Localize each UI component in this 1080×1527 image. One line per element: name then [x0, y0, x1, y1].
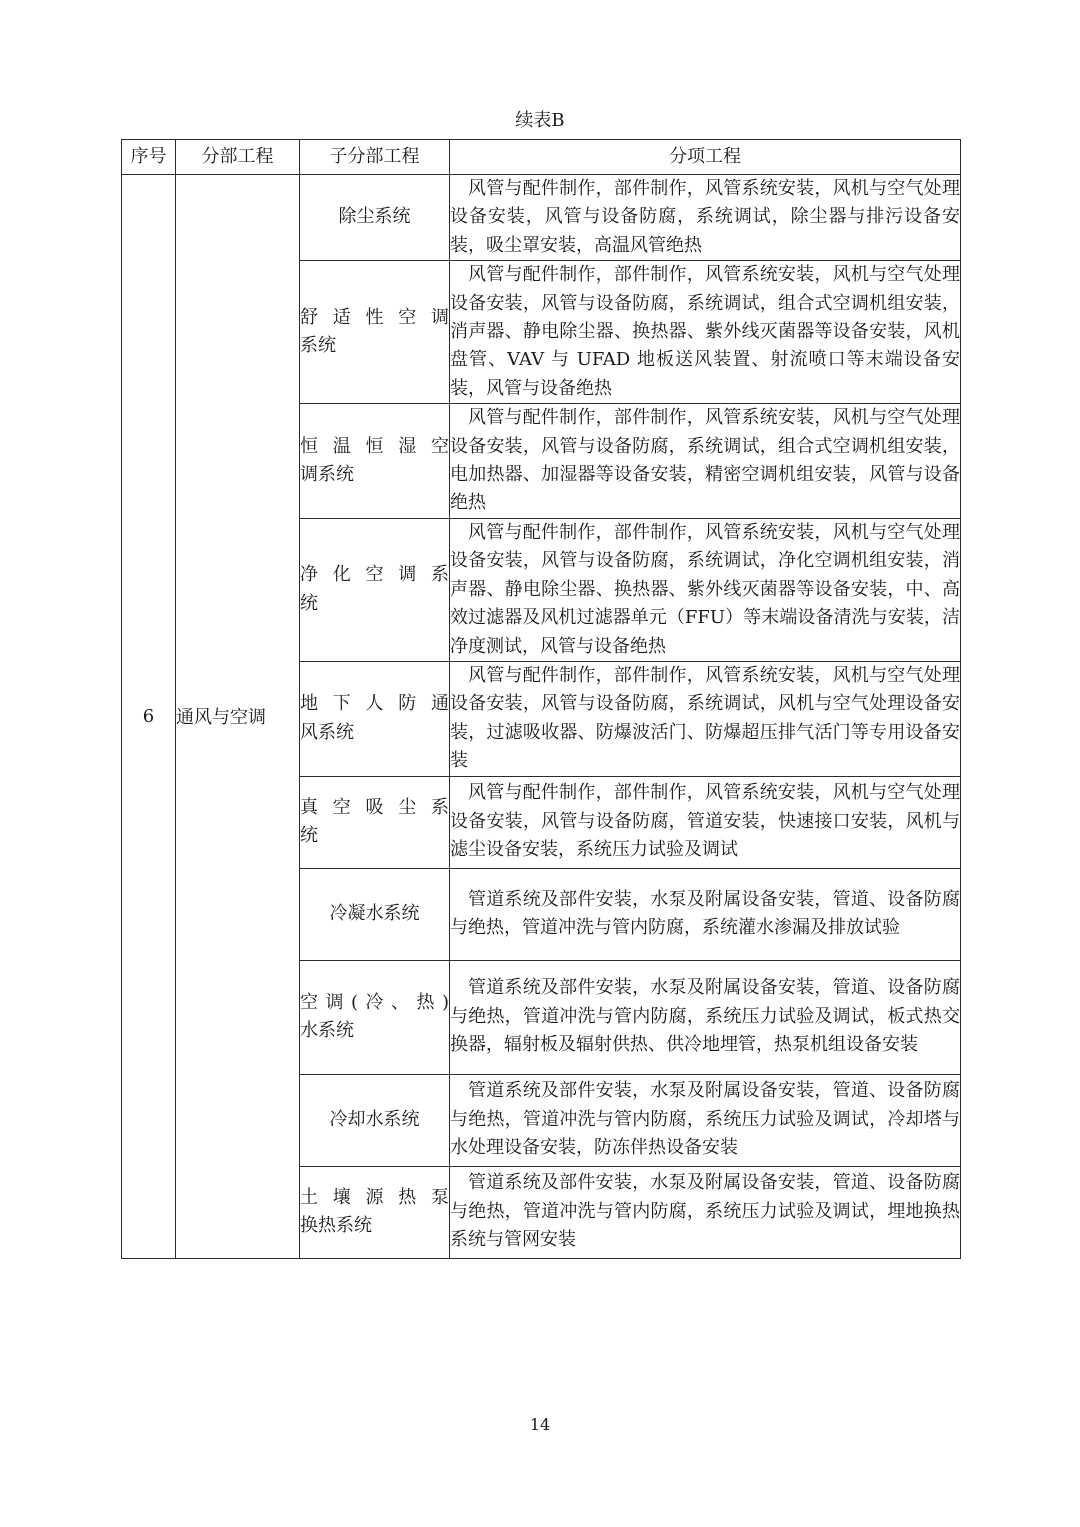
subdivision-line: 系统 [300, 335, 336, 357]
table-caption: 续表B [515, 110, 565, 131]
item-text: 管道系统及部件安装，水泵及附属设备安装，管道、设备防腐与绝热，管道冲洗与管内防腐，系统压力试验及调试，冷却塔与水处理设备安装，防冻伴热设备安装 [450, 1080, 960, 1159]
cell-item [450, 1074, 961, 1166]
item-text: 风管与配件制作，部件制作，风管系统安装，风机与空气处理设备安装，风管与设备防腐，系统调试，风机与空气处理设备安装，过滤吸收器、防爆波活门、防爆超压排气活门等专用设备安装 [450, 664, 960, 772]
subdivision-line: 风系统 [300, 721, 354, 743]
subdivision-line: 恒温恒湿空 [300, 435, 449, 457]
subdivision-line: 统 [300, 592, 318, 614]
header-division: 分部工程 [176, 140, 300, 175]
cell-item [450, 404, 961, 519]
item-text: 风管与配件制作，部件制作，风管系统安装，风机与空气处理设备安装，风管与设备防腐，系统调试，净化空调机组安装，消声器、静电除尘器、换热器、紫外线灭菌器等设备安装，中、高效过滤器及风机过滤器单元（FFU）等末端设备清洗与安装，洁净度测试，风管与设备绝热 [450, 521, 960, 657]
cell-division: 通风与空调 [176, 175, 300, 1259]
cell-item [450, 518, 961, 661]
item-text: 风管与配件制作，部件制作，风管系统安装，风机与空气处理设备安装，风管与设备防腐，系统调试，组合式空调机组安装，电加热器、加湿器等设备安装，精密空调机组安装，风管与设备绝热 [450, 407, 960, 514]
subdivision-line: 舒适性空调 [300, 306, 449, 328]
item-text: 管道系统及部件安装，水泵及附属设备安装，管道、设备防腐与绝热，管道冲洗与管内防腐，系统压力试验及调试，板式热交换器，辐射板及辐射供热、供冷地埋管，热泵机组设备安装 [450, 977, 960, 1056]
subdivision-line: 换热系统 [300, 1215, 372, 1237]
item-text: 管道系统及部件安装，水泵及附属设备安装，管道、设备防腐与绝热，管道冲洗与管内防腐，系统灌水渗漏及排放试验 [450, 888, 960, 939]
cell-serial-no: 6 [122, 175, 176, 1259]
subdivision-line: 除尘系统 [338, 206, 411, 228]
item-text: 风管与配件制作，部件制作，风管系统安装，风机与空气处理设备安装，风管与设备防腐，系统调试，除尘器与排污设备安装，吸尘罩安装，高温风管绝热 [450, 178, 960, 256]
cell-subdivision [300, 518, 450, 661]
cell-item [450, 175, 961, 261]
subdivision-line: 土壤源热泵 [300, 1186, 449, 1208]
item-text: 管道系统及部件安装，水泵及附属设备安装，管道、设备防腐与绝热，管道冲洗与管内防腐，系统压力试验及调试，埋地换热系统与管网安装 [450, 1172, 960, 1251]
cell-subdivision [300, 1166, 450, 1258]
header-subdivision: 子分部工程 [300, 140, 450, 175]
item-text: 风管与配件制作，部件制作，风管系统安装，风机与空气处理设备安装，风管与设备防腐，系统调试，组合式空调机组安装，消声器、静电除尘器、换热器、紫外线灭菌器等设备安装，风机盘管、VAV 与 UFAD 地板送风装置、射流喷口等末端设备安装，风管与设备绝热 [450, 264, 960, 399]
header-item: 分项工程 [450, 140, 961, 175]
cell-subdivision [300, 868, 450, 960]
subdivision-line: 冷凝水系统 [329, 902, 420, 924]
subdivision-line: 水系统 [300, 1020, 354, 1042]
subdivision-line: 地下人防通 [300, 693, 449, 715]
cell-subdivision [300, 776, 450, 868]
subdivision-line: 空调(冷、热) [300, 991, 449, 1013]
subdivision-line: 冷却水系统 [329, 1108, 420, 1130]
cell-subdivision [300, 661, 450, 776]
cell-item [450, 868, 961, 960]
page-number: 14 [529, 1415, 551, 1434]
work-breakdown-table [121, 139, 961, 1259]
header-no: 序号 [122, 140, 176, 175]
cell-subdivision [300, 1074, 450, 1166]
subdivision-line: 净化空调系 [300, 564, 449, 586]
cell-item [450, 261, 961, 404]
cell-subdivision [300, 261, 450, 404]
item-text: 风管与配件制作，部件制作，风管系统安装，风机与空气处理设备安装，风管与设备防腐，管道安装，快速接口安装，风机与滤尘设备安装，系统压力试验及调试 [450, 782, 960, 861]
cell-item [450, 661, 961, 776]
cell-subdivision [300, 175, 450, 261]
subdivision-line: 真空吸尘系 [300, 796, 449, 818]
cell-subdivision [300, 960, 450, 1074]
table-row [122, 175, 961, 261]
cell-item [450, 960, 961, 1074]
cell-item [450, 776, 961, 868]
cell-subdivision [300, 404, 450, 519]
subdivision-line: 统 [300, 825, 318, 847]
cell-item [450, 1166, 961, 1258]
table-header-row [122, 140, 961, 175]
table-body [122, 175, 961, 1259]
subdivision-line: 调系统 [300, 464, 354, 486]
